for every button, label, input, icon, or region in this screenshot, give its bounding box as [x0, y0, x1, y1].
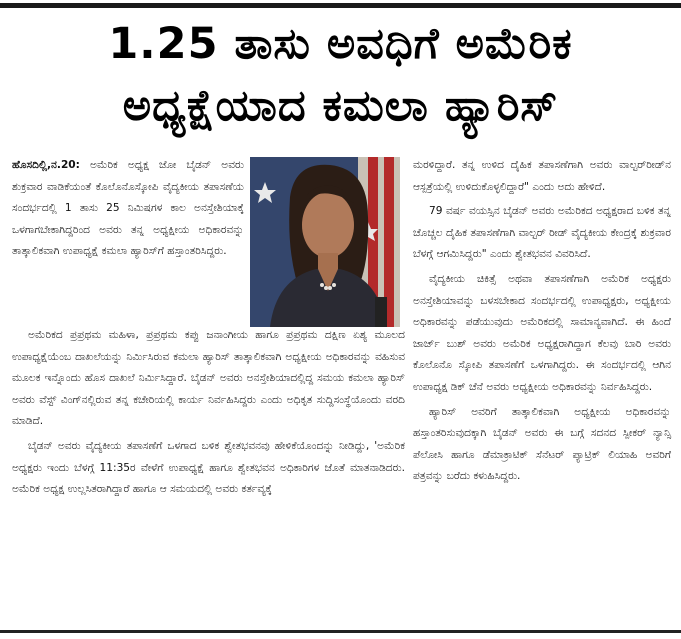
paragraph-r3: ವೈದ್ಯಕೀಯ ಚಿಕಿತ್ಸೆ ಅಥವಾ ತಪಾಸಣೆಗಾಗಿ ಅಮೆರಿಕ ಅಧ್ಯಕ್ಷರು ಅನಸ್ತೇಶಿಯಾವನ್ನು ಬಳಸಬೇಕಾದ ಸಂದರ್ಭದಲ್ಲಿ ಉಪಾಧ್ಯಕ್ಷರು, ಅಧ್ಯಕ್ಷೀಯ ಅಧಿಕಾರವನ್ನು ಪಡೆಯುವುದು ಅಮೆರಿಕದಲ್ಲಿ ಸಾಮಾನ್ಯವಾಗಿದೆ. ಈ ಹಿಂದೆ ಜಾರ್ಜ್ ಬುಶ್ ಅವರು ಅಮೆರಿಕ ಅಧ್ಯಕ್ಷರಾಗಿದ್ದಾಗ ಕೆಲವು ಬಾರಿ ಅವರು ಕೊಲೊನೊ ಸ್ಕೋಪಿ ತಪಾಸಣೆಗೆ ಒಳಗಾಗಿದ್ದರು. ಈ ಸಂದರ್ಭದಲ್ಲಿ ಆಗಿನ ಉಪಾಧ್ಯಕ್ಷ ಡಿಕ್ ಚೆನೆ ಅವರು ಅಧ್ಯಕ್ಷೀಯ ಅಧಿಕಾರವನ್ನು ನಿರ್ವಹಿಸಿದ್ದರು. — [413, 272, 671, 393]
paragraph-2: ಅಮೆರಿಕದ ಪ್ರಪ್ರಥಮ ಮಹಿಳಾ, ಪ್ರಪ್ರಥಮ ಕಪ್ಪು ಜನಾಂಗೀಯ ಹಾಗೂ ಪ್ರಪ್ರಥಮ ದಕ್ಷಿಣ ಏಶ್ಯ ಮೂಲದ ಉಪಾಧ್ಯಕ್ಷೆಯೆಂಬ ದಾಖಲೆಯನ್ನು ನಿರ್ಮಿಸಿರುವ ಕಮಲಾ ಹ್ಯಾರಿಸ್ ತಾತ್ಕಾಲಿಕವಾಗಿ ಅಧ್ಯಕ್ಷೀಯ ಅಧಿಕಾರವನ್ನು ವಹಿಸುವ ಮೂಲಕ ಇನ್ನೊಂದು ಹೊಸ ದಾಖಲೆ ನಿರ್ಮಿಸಿದ್ದಾರೆ. ಬೈಡನ್ ಅವರು ಅನಸ್ತೇಶಿಯಾದಲ್ಲಿದ್ದ ಸಮಯ ಕಮಲಾ ಹ್ಯಾರಿಸ್ ಅವರು ವೆಸ್ಟ್ ವಿಂಗ್‌ನಲ್ಲಿರುವ ತನ್ನ ಕಚೇರಿಯಲ್ಲಿ ಕಾರ್ಯ ನಿರ್ವಹಿಸಿದ್ದರು ಎಂದು ಅಧಿಕೃತ ಸುದ್ದಿಸಂಸ್ಥೆಯೊಂದು ವರದಿ ಮಾಡಿದೆ. — [12, 329, 405, 428]
article-column-left-top — [12, 155, 244, 263]
paragraph-1-text: ಅಮೆರಿಕ ಅಧ್ಯಕ್ಷ ಜೋ ಬೈಡನ್ ಅವರು ಶುಕ್ರವಾರ ವಾಡಿಕೆಯಂತೆ ಕೊಲೊನೊಸ್ಕೋಪಿ ವೈದ್ಯಕೀಯ ತಪಾಸಣೆಯ ಸಂದರ್ಭದಲ್ಲಿ 1 ತಾಸು 25 ನಿಮಿಷಗಳ ಕಾಲ ಅನಸ್ತೇಶಿಯಾಕ್ಕೆ ಒಳಗಾಗಬೇಕಾಗಿದ್ದರಿಂದ ಅವರು ತನ್ನ ಅಧ್ಯಕ್ಷೀಯ ಅಧಿಕಾರವನ್ನು ತಾತ್ಕಾಲಿಕವಾಗಿ ಉಪಾಧ್ಯಕ್ಷೆ ಕಮಲಾ ಹ್ಯಾರಿಸ್‌ಗೆ ಹಸ್ತಾಂತರಿಸಿದ್ದರು. — [12, 159, 244, 258]
paragraph-1 — [12, 155, 244, 263]
article-column-right — [413, 155, 671, 488]
headline-line-1: 1.25 ತಾಸು ಅವಧಿಗೆ ಅಮೆರಿಕ — [108, 19, 573, 69]
paragraph-r1: ಮರಳಿದ್ದಾರೆ. ತನ್ನ ಉಳಿದ ದೈಹಿಕ ತಪಾಸಣೆಗಾಗಿ ಅವರು ವಾಲ್ಟರ್‌ರೀಡ್‌ನ ಆಸ್ಪತ್ರೆಯಲ್ಲಿ ಉಳಿದುಕೊಳ್ಳಲಿದ್ದಾರೆ" ಎಂದು ಅದು ಹೇಳಿದೆ. — [413, 159, 671, 193]
dateline: ಹೊಸದಿಲ್ಲಿ,ನ.20: — [12, 159, 80, 171]
headline — [0, 14, 681, 136]
paragraph-3: ಬೈಡನ್ ಅವರು ವೈದ್ಯಕೀಯ ತಪಾಸಣೆಗೆ ಒಳಗಾದ ಬಳಿಕ ಶ್ವೇತಭವನವು ಹೇಳಿಕೆಯೊಂದನ್ನು ನೀಡಿದ್ದು, 'ಅಮೆರಿಕ ಅಧ್ಯಕ್ಷರು ಇಂದು ಬೆಳಗ್ಗೆ 11:35ರ ವೇಳೆಗೆ ಉಪಾಧ್ಯಕ್ಷೆ ಹಾಗೂ ಶ್ವೇತಭವನ ಅಧಿಕಾರಿಗಳ ಜೊತೆ ಮಾತನಾಡಿದರು. ಅಮೆರಿಕ ಅಧ್ಯಕ್ಷ ಉಲ್ಲಸಿತರಾಗಿದ್ದಾರೆ ಹಾಗೂ ಆ ಸಮಯದಲ್ಲಿ ಅವರು ಕರ್ತವ್ಯಕ್ಕೆ — [12, 439, 405, 496]
article-column-left-bottom — [12, 325, 405, 501]
headline-line-2: ಅಧ್ಯಕ್ಷೆಯಾದ ಕಮಲಾ ಹ್ಯಾರಿಸ್ — [122, 81, 559, 131]
paragraph-r2: 79 ವರ್ಷ ವಯಸ್ಸಿನ ಬೈಡನ್ ಅವರು ಅಮೆರಿಕದ ಅಧ್ಯಕ್ಷರಾದ ಬಳಿಕ ತನ್ನ ಚೊಚ್ಚಲ ದೈಹಿಕ ತಪಾಸಣೆಗಾಗಿ ವಾಲ್ಟರ್ ರೀಡ್ ವೈದ್ಯಕೀಯ ಕೇಂದ್ರಕ್ಕೆ ಶುಕ್ರವಾರ ಬೆಳಗ್ಗೆ ಆಗಮಿಸಿದ್ದರು" ಎಂದು ಶ್ವೇತಭವನ ವಿವರಿಸಿದೆ. — [413, 205, 671, 261]
bottom-rule — [0, 630, 681, 633]
portrait-illustration — [250, 157, 400, 327]
kamala-harris-photo — [250, 157, 400, 327]
paragraph-r4: ಹ್ಯಾರಿಸ್ ಅವರಿಗೆ ತಾತ್ಕಾಲಿಕವಾಗಿ ಅಧ್ಯಕ್ಷೀಯ ಅಧಿಕಾರವನ್ನು ಹಸ್ತಾಂತರಿಸುವುದಕ್ಕಾಗಿ ಬೈಡನ್ ಅವರು ಈ ಬಗ್ಗೆ ಸದನದ ಸ್ಪೀಕರ್ ನ್ಯಾನ್ಸಿ ಪೆಲೋಸಿ ಹಾಗೂ ಡೆಮಾಕ್ರಾಟಿಕ್ ಸೆನೆಟರ್ ಪ್ಯಾಟ್ರಿಕ್ ಲಿಯಾಹಿ ಅವರಿಗೆ ಪತ್ರವನ್ನು ಬರೆದು ಕಳುಹಿಸಿದ್ದರು. — [413, 405, 671, 483]
top-rule — [0, 3, 681, 8]
